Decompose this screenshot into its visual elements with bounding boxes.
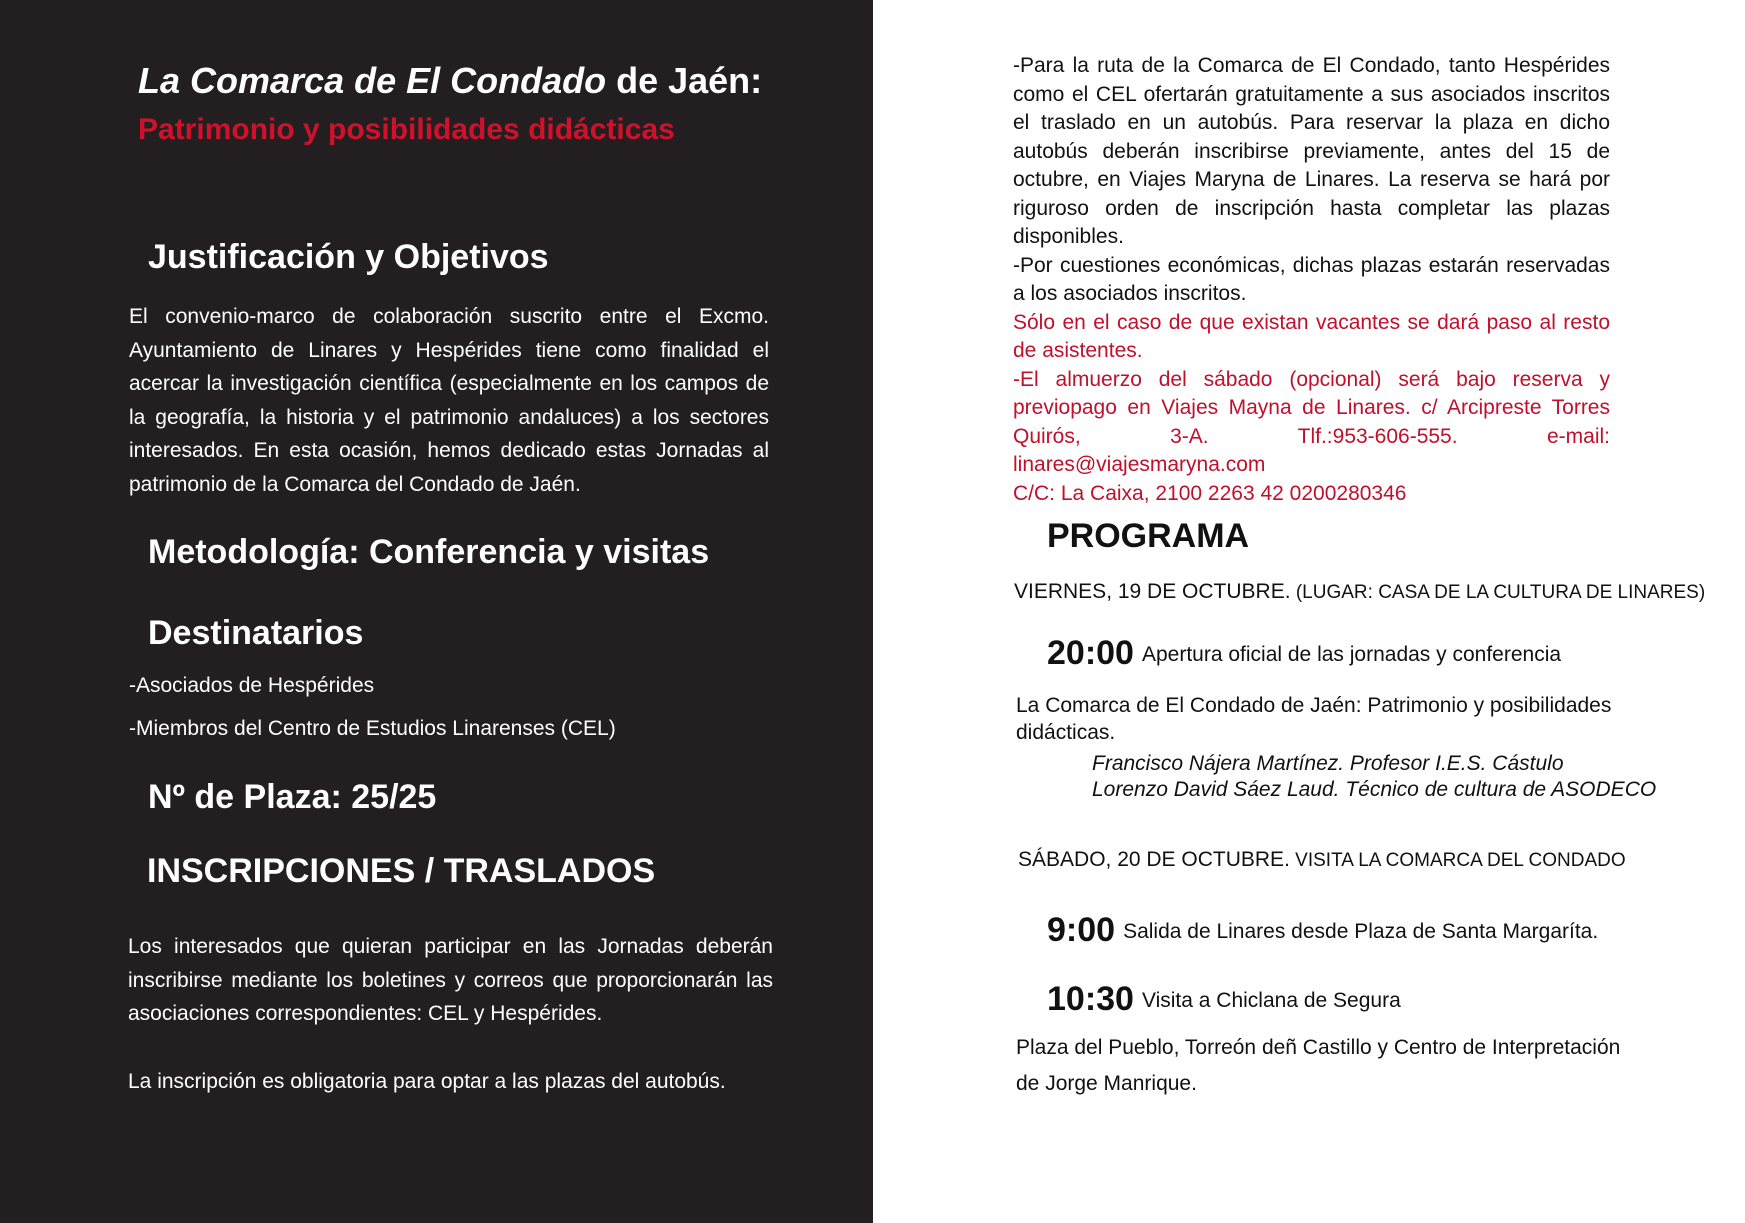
day-heading bbox=[1014, 580, 1705, 604]
inscription-details bbox=[1013, 52, 1610, 508]
inscripciones-heading: INSCRIPCIONES / TRASLADOS bbox=[147, 852, 656, 890]
day-place: VISITA LA COMARCA DEL CONDADO bbox=[1289, 850, 1626, 871]
speaker: Francisco Nájera Martínez. Profesor I.E.S. Cástulo bbox=[1092, 752, 1564, 775]
justificacion-heading: Justificación y Objetivos bbox=[148, 238, 549, 276]
speaker: Lorenzo David Sáez Laud. Técnico de cultura de ASODECO bbox=[1092, 778, 1657, 801]
almuerzo-text: -El almuerzo del sábado (opcional) será bajo reserva y previopago en Viajes Mayna de Linares. c/ Arcipreste Torres Quirós, 3-A. Tlf.:953-606-555. e-mail: linares@viajesmaryna.com bbox=[1013, 367, 1610, 476]
justificacion-text: El convenio-marco de colaboración suscrito entre el Excmo. Ayuntamiento de Linares y Hespérides tiene como finalidad el acercar la investigación científica (especialmente en los campos de la geografía, la historia y el patrimonio andaluces) a los sectores interesados. En esta ocasión, hemos dedicado estas Jornadas al patrimonio de la Comarca del Condado de Jaén. bbox=[129, 305, 769, 496]
day-heading bbox=[1018, 848, 1626, 872]
day-place: (LUGAR: CASA DE LA CULTURA DE LINARES) bbox=[1290, 582, 1706, 603]
cuenta-text: C/C: La Caixa, 2100 2263 42 0200280346 bbox=[1013, 481, 1407, 505]
event-text: Salida de Linares desde Plaza de Santa Margaríta. bbox=[1123, 920, 1599, 943]
event-text: Visita a Chiclana de Segura bbox=[1141, 989, 1401, 1012]
economicas-text: -Por cuestiones económicas, dichas plazas estarán reservadas a los asociados inscritos. bbox=[1013, 253, 1610, 305]
programa-heading: PROGRAMA bbox=[1047, 517, 1250, 555]
page-title bbox=[138, 60, 762, 102]
event-time: 9:00 bbox=[1047, 911, 1116, 949]
right-panel bbox=[873, 0, 1745, 1223]
metodologia-heading: Metodología: Conferencia y visitas bbox=[148, 533, 710, 571]
title-italic: La Comarca de El Condado bbox=[138, 60, 607, 101]
conference-title: La Comarca de El Condado de Jaén: Patrimonio y posibilidades didácticas. bbox=[1016, 694, 1612, 744]
event-time: 10:30 bbox=[1047, 980, 1134, 1018]
page-subtitle: Patrimonio y posibilidades didácticas bbox=[138, 113, 675, 146]
day-label: SÁBADO, 20 DE OCTUBRE. bbox=[1018, 848, 1290, 871]
event-text: Apertura oficial de las jornadas y conferencia bbox=[1141, 643, 1562, 666]
inscripciones-text: Los interesados que quieran participar en las Jornadas deberán inscribirse mediante los boletines y correos que proporcionarán las asociaciones correspondientes: CEL y Hespérides. bbox=[128, 935, 773, 1025]
schedule-item bbox=[1047, 911, 1598, 950]
event-time: 20:00 bbox=[1047, 634, 1134, 672]
ruta-text: -Para la ruta de la Comarca de El Condado, tanto Hespérides como el CEL ofertarán gratuitamente a sus asociados inscritos el traslado en un autobús. Para reservar la plaza en dicho autobús deberán inscribirse previamente, antes del 15 de octubre, en Viajes Maryna de Linares. La reserva se hará por riguroso orden de inscripción hasta completar las plazas disponibles. bbox=[1013, 54, 1610, 248]
schedule-item bbox=[1047, 980, 1401, 1019]
day-label: VIERNES, 19 DE OCTUBRE. bbox=[1014, 580, 1291, 603]
title-rest: de Jaén: bbox=[606, 60, 763, 101]
vacantes-text: Sólo en el caso de que existan vacantes se dará paso al resto de asistentes. bbox=[1013, 310, 1610, 362]
list-item: -Miembros del Centro de Estudios Linarenses (CEL) bbox=[129, 717, 616, 740]
list-item: -Asociados de Hespérides bbox=[129, 674, 375, 697]
plazas-heading: Nº de Plaza: 25/25 bbox=[148, 778, 437, 816]
chiclana-text: Plaza del Pueblo, Torreón deñ Castillo y Centro de Interpretación de Jorge Manrique. bbox=[1016, 1036, 1621, 1095]
destinatarios-heading: Destinatarios bbox=[148, 614, 364, 652]
schedule-item bbox=[1047, 634, 1561, 673]
inscripciones-note: La inscripción es obligatoria para optar a las plazas del autobús. bbox=[128, 1070, 726, 1093]
